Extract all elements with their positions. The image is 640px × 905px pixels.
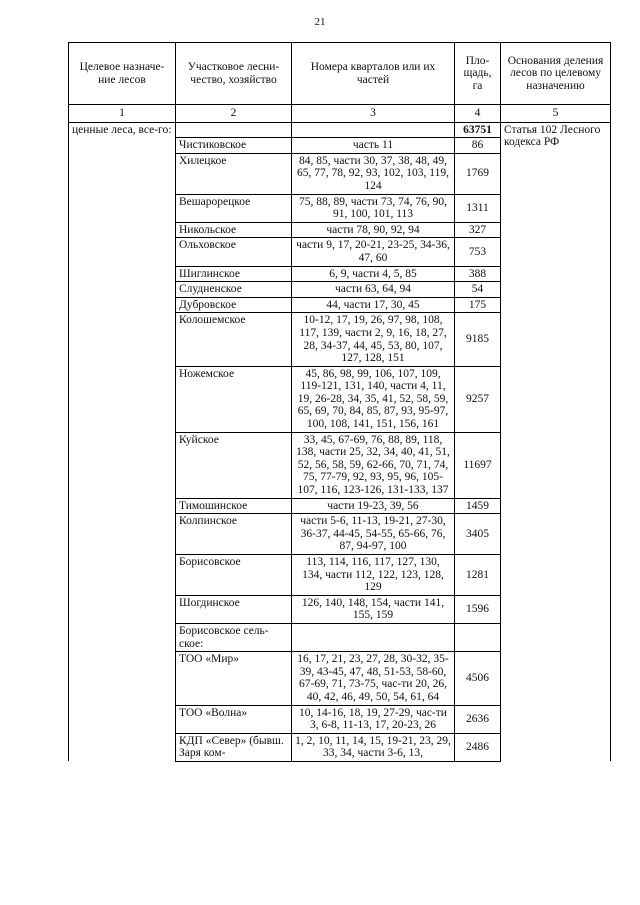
area-cell: 4506 [455, 652, 501, 705]
district-cell: Колошемское [176, 313, 292, 366]
quarters-cell: 126, 140, 148, 154, части 141, 155, 159 [292, 595, 455, 623]
quarters-cell: часть 11 [292, 138, 455, 154]
quarters-cell: части 19-23, 39, 56 [292, 498, 455, 514]
district-cell: Слудненское [176, 282, 292, 298]
quarters-cell: части 9, 17, 20-21, 23-25, 34-36, 47, 60 [292, 238, 455, 266]
district-cell: Никольское [176, 222, 292, 238]
district-cell: Ольховское [176, 238, 292, 266]
purpose-cell: ценные леса, все-го: [69, 122, 176, 761]
district-cell: Тимошинское [176, 498, 292, 514]
total-district-cell [176, 122, 292, 138]
district-cell: ТОО «Волна» [176, 705, 292, 733]
area-cell: 1596 [455, 595, 501, 623]
header-basis: Основания деления лесов по целевому назначению [501, 43, 611, 105]
quarters-cell: 44, части 17, 30, 45 [292, 297, 455, 313]
district-cell: Ножемское [176, 366, 292, 432]
area-cell: 3405 [455, 514, 501, 555]
area-cell: 9257 [455, 366, 501, 432]
area-cell: 9185 [455, 313, 501, 366]
quarters-cell: 10-12, 17, 19, 26, 97, 98, 108, 117, 139, части 2, 9, 16, 18, 27, 28, 34-37, 44, 45, 53, 80, 107, 127, 128, 151 [292, 313, 455, 366]
quarters-cell: 33, 45, 67-69, 76, 88, 89, 118, 138, части 25, 32, 34, 40, 41, 51, 52, 56, 58, 59, 62-66, 70, 71, 74, 75, 77-79, 92, 93, 95, 96, 105-107, 116, 123-126, 131-133, 137 [292, 432, 455, 498]
district-cell: Шиглинское [176, 266, 292, 282]
page-number: 21 [314, 16, 326, 28]
area-cell: 1311 [455, 194, 501, 222]
col-number-2: 2 [176, 105, 292, 123]
quarters-cell: части 63, 64, 94 [292, 282, 455, 298]
quarters-cell: 6, 9, части 4, 5, 85 [292, 266, 455, 282]
area-cell: 1769 [455, 153, 501, 194]
quarters-cell: 75, 88, 89, части 73, 74, 76, 90, 91, 100, 101, 113 [292, 194, 455, 222]
header-quarters: Номера кварталов или их частей [292, 43, 455, 105]
area-cell: 11697 [455, 432, 501, 498]
district-cell: Борисовское сель-ское: [176, 623, 292, 651]
area-cell: 388 [455, 266, 501, 282]
district-cell: Дубровское [176, 297, 292, 313]
header-area: Пло-щадь, га [455, 43, 501, 105]
col-number-4: 4 [455, 105, 501, 123]
header-purpose: Целевое назначе-ние лесов [69, 43, 176, 105]
district-cell: Колпинское [176, 514, 292, 555]
quarters-cell: части 5-6, 11-13, 19-21, 27-30, 36-37, 44-45, 54-55, 65-66, 76, 87, 94-97, 100 [292, 514, 455, 555]
quarters-cell: 45, 86, 98, 99, 106, 107, 109, 119-121, 131, 140, части 4, 11, 19, 26-28, 34, 35, 41, 52, 58, 59, 65, 69, 70, 84, 85, 87, 93, 95-97, 100, 108, 141, 151, 156, 161 [292, 366, 455, 432]
area-cell [455, 623, 501, 651]
area-cell: 2636 [455, 705, 501, 733]
quarters-cell [292, 623, 455, 651]
district-cell: Борисовское [176, 555, 292, 596]
district-cell: Вешарорецкое [176, 194, 292, 222]
basis-cell: Статья 102 Лесного кодекса РФ [501, 122, 611, 761]
forest-purpose-table [68, 42, 611, 762]
district-cell: Хилецкое [176, 153, 292, 194]
total-row [69, 122, 611, 138]
district-cell: КДП «Север» (бывш. Заря ком- [176, 733, 292, 761]
column-number-row [69, 105, 611, 123]
district-cell: Шогдинское [176, 595, 292, 623]
total-quarters-cell [292, 122, 455, 138]
area-cell: 54 [455, 282, 501, 298]
quarters-cell: части 78, 90, 92, 94 [292, 222, 455, 238]
area-cell: 753 [455, 238, 501, 266]
col-number-5: 5 [501, 105, 611, 123]
area-cell: 327 [455, 222, 501, 238]
total-area-cell: 63751 [455, 122, 501, 138]
area-cell: 1459 [455, 498, 501, 514]
district-cell: ТОО «Мир» [176, 652, 292, 705]
col-number-1: 1 [69, 105, 176, 123]
area-cell: 86 [455, 138, 501, 154]
district-cell: Куйское [176, 432, 292, 498]
header-district: Участковое лесни-чество, хозяйство [176, 43, 292, 105]
quarters-cell: 84, 85, части 30, 37, 38, 48, 49, 65, 77, 78, 92, 93, 102, 103, 119, 124 [292, 153, 455, 194]
quarters-cell: 113, 114, 116, 117, 127, 130, 134, части 112, 122, 123, 128, 129 [292, 555, 455, 596]
area-cell: 175 [455, 297, 501, 313]
quarters-cell: 16, 17, 21, 23, 27, 28, 30-32, 35-39, 43-45, 47, 48, 51-53, 58-60, 67-69, 71, 73-75, час-ти 20, 26, 40, 42, 46, 49, 50, 54, 61, 64 [292, 652, 455, 705]
col-number-3: 3 [292, 105, 455, 123]
area-cell: 2486 [455, 733, 501, 761]
quarters-cell: 10, 14-16, 18, 19, 27-29, час-ти 3, 6-8, 11-13, 17, 20-23, 26 [292, 705, 455, 733]
quarters-cell: 1, 2, 10, 11, 14, 15, 19-21, 23, 29, 33, 34, части 3-6, 13, [292, 733, 455, 761]
area-cell: 1281 [455, 555, 501, 596]
district-cell: Чистиковское [176, 138, 292, 154]
table-header-row [69, 43, 611, 105]
